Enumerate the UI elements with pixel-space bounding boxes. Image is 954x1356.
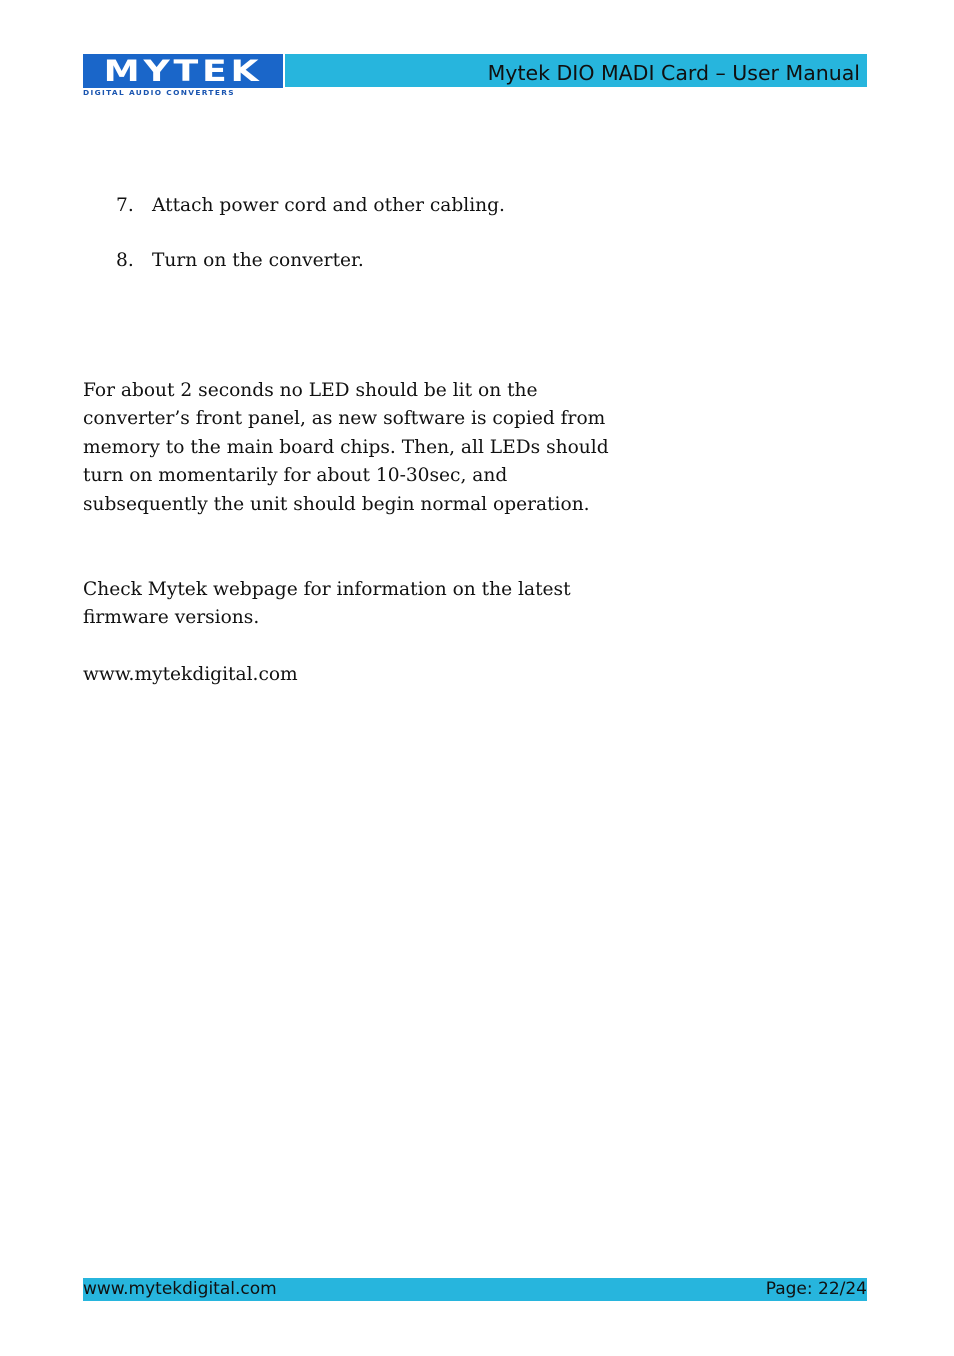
paragraph-line: subsequently the unit should begin normal operation. [83,493,590,515]
document-title: Mytek DIO MADI Card – User Manual [487,61,860,85]
steps-list [116,192,505,302]
website-link[interactable]: www.mytekdigital.com [83,664,298,685]
footer-url[interactable]: www.mytekdigital.com [83,1279,277,1299]
paragraph-line: converter’s front panel, as new software is copied from [83,408,606,430]
firmware-paragraph [83,576,623,633]
paragraph-line: memory to the main board chips. Then, all LEDs should [83,436,609,458]
mytek-logo [83,54,285,99]
step-7 [116,192,505,220]
page-number: Page: 22/24 [765,1279,867,1299]
paragraph-line: Check Mytek webpage for information on the latest [83,579,571,600]
paragraph-line: firmware versions. [83,607,260,629]
step-8 [116,247,505,275]
logo-wordmark: MYTEK [83,54,283,88]
step-number: 7. [116,195,134,216]
step-text: Turn on the converter. [152,250,364,271]
step-number: 8. [116,250,134,271]
startup-paragraph [83,377,623,519]
paragraph-line: turn on momentarily for about 10-30sec, and [83,465,508,487]
logo-tagline: DIGITAL AUDIO CONVERTERS [83,88,235,97]
paragraph-line: For about 2 seconds no LED should be lit on the [83,380,538,401]
step-text: Attach power cord and other cabling. [152,195,505,216]
footer-band [83,1278,867,1301]
